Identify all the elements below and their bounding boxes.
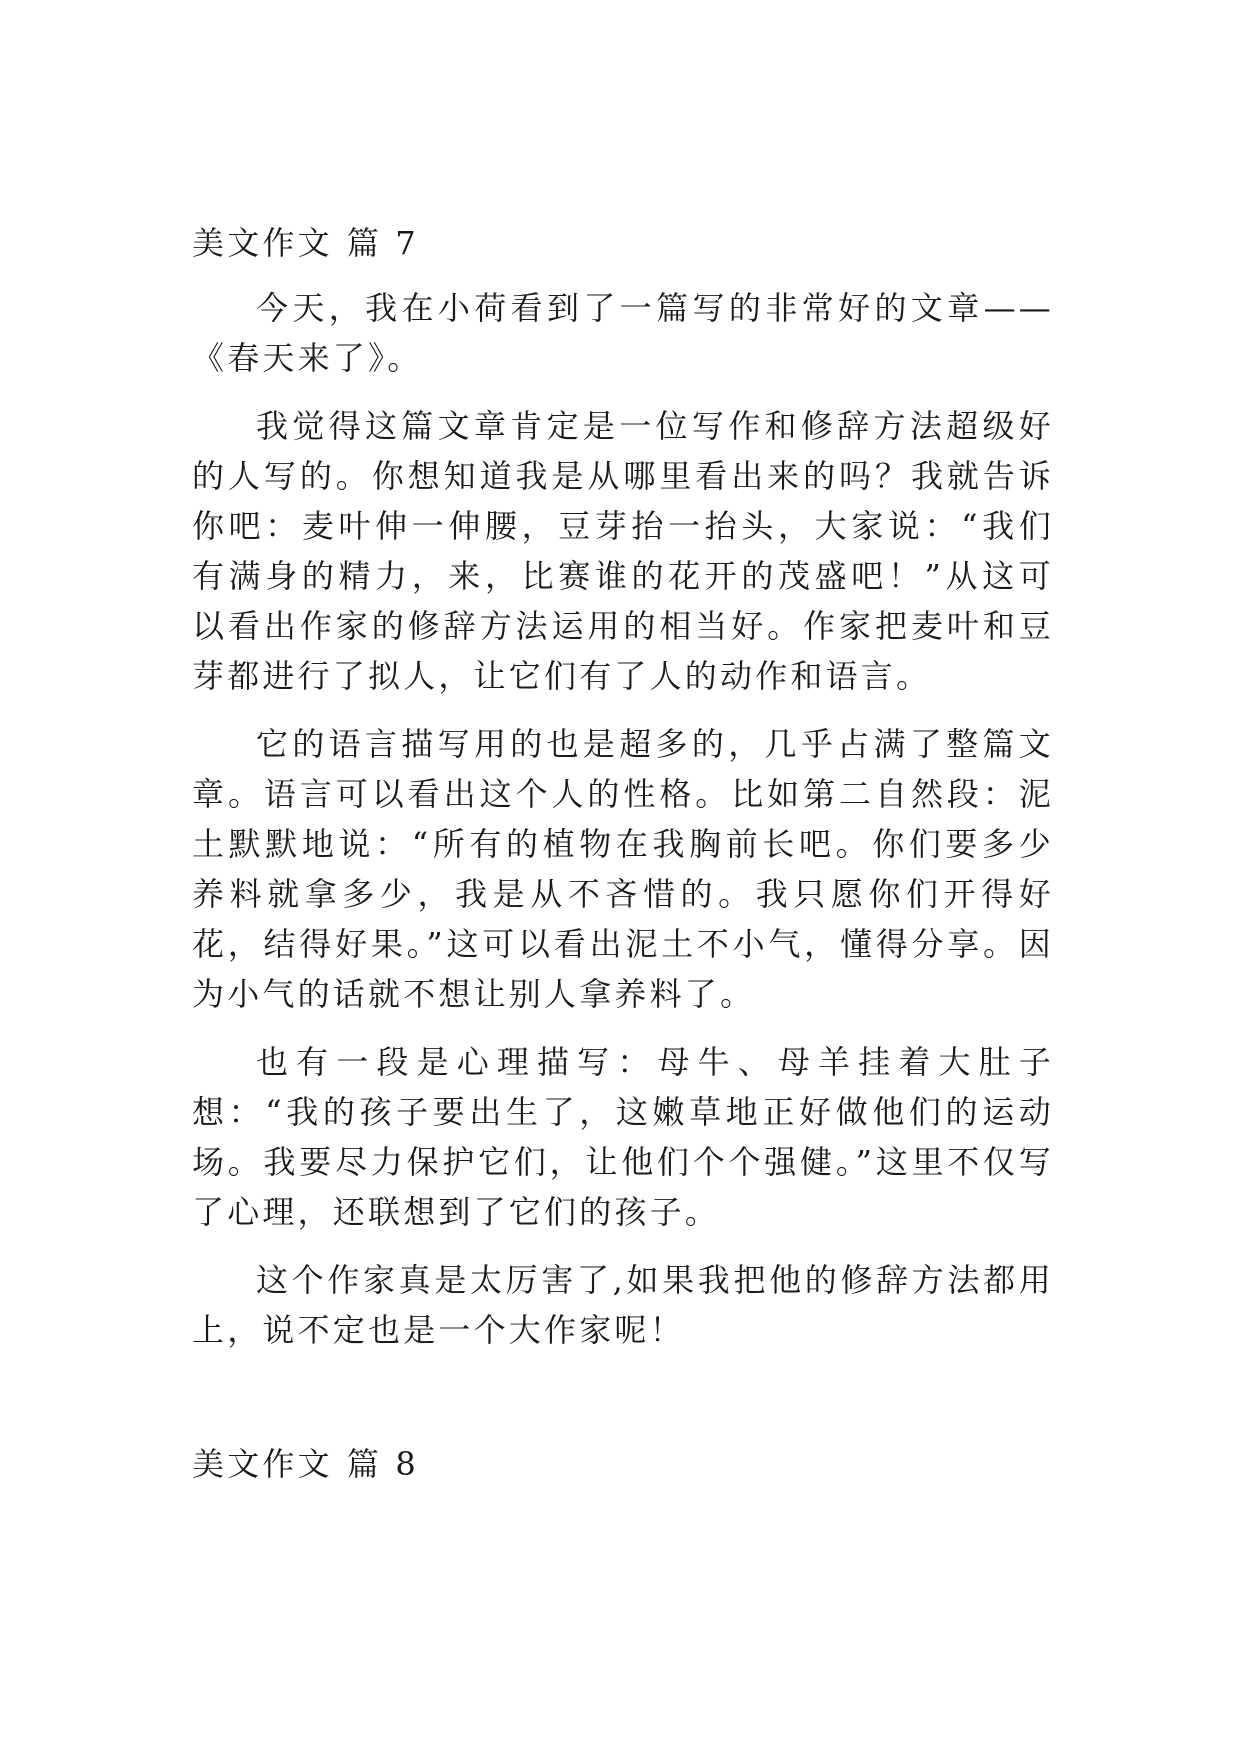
section-number: 篇 7 [346, 224, 419, 262]
paragraph: 今天，我在小荷看到了一篇写的非常好的文章——《春天来了》。 [192, 289, 1054, 377]
document-body [192, 218, 1054, 1489]
paragraph: 它的语言描写用的也是超多的，几乎占满了整篇文章。语言可以看出这个人的性格。比如第二自然段：泥土默默地说：“所有的植物在我胸前长吧。你们要多少养料就拿多少，我是从不吝惜的。我只愿你们开得好花，结得好果。”这可以看出泥土不小气，懂得分享。因为小气的话就不想让别人拿养料了。 [192, 725, 1054, 1013]
paragraph: 也有一段是心理描写：母牛、母羊挂着大肚子想：“我的孩子要出生了，这嫩草地正好做他们的运动场。我要尽力保护它们，让他们个个强健。”这里不仅写了心理，还联想到了它们的孩子。 [192, 1043, 1054, 1231]
section-heading [192, 218, 1054, 268]
section-number: 篇 8 [346, 1445, 419, 1483]
section-gap [192, 1355, 1054, 1439]
section-heading [192, 1439, 1054, 1489]
section-title: 美文作文 [192, 1445, 333, 1483]
paragraph: 这个作家真是太厉害了,如果我把他的修辞方法都用上，说不定也是一个大作家呢！ [192, 1261, 1054, 1349]
paragraph: 我觉得这篇文章肯定是一位写作和修辞方法超级好的人写的。你想知道我是从哪里看出来的吗？我就告诉你吧：麦叶伸一伸腰，豆芽抬一抬头，大家说：“我们有满身的精力，来，比赛谁的花开的茂盛吧！”从这可以看出作家的修辞方法运用的相当好。作家把麦叶和豆芽都进行了拟人，让它们有了人的动作和语言。 [192, 407, 1054, 695]
section-title: 美文作文 [192, 224, 333, 262]
